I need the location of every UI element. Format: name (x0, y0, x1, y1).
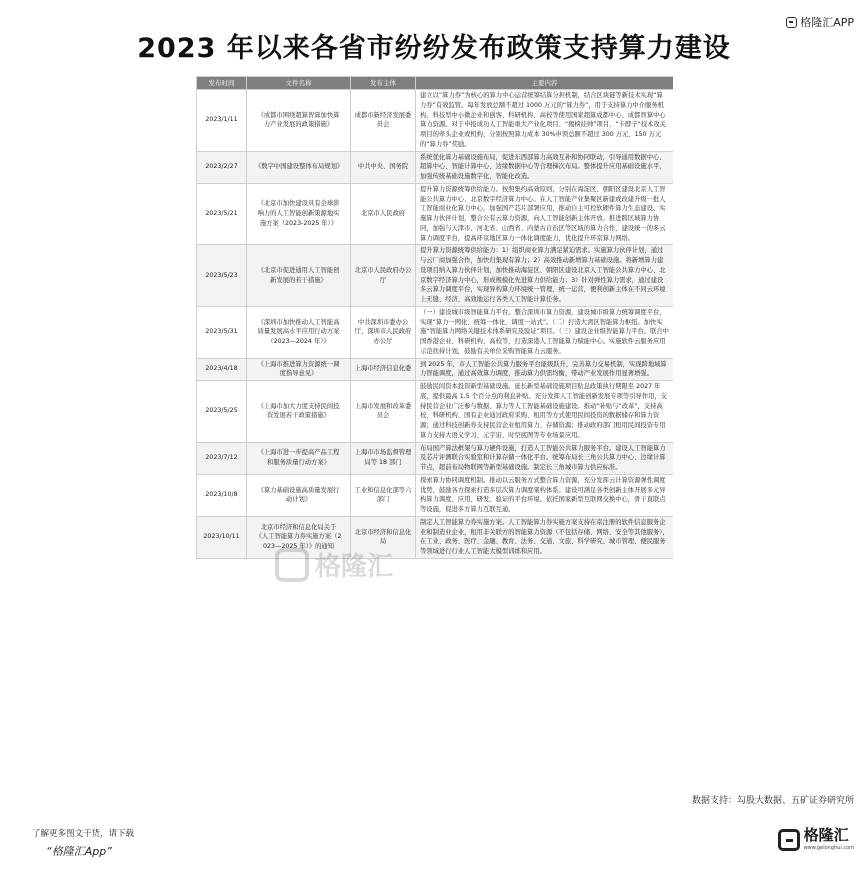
cell-date: 2023/5/25 (197, 381, 247, 443)
cell-doc: 《成都市围绕超算智算加快算力产业发展的政策措施》 (247, 90, 351, 152)
table-row (197, 90, 674, 152)
cell-issuer: 北京市人民政府 (351, 183, 416, 245)
cell-doc: 北京市经济和信息化局关于《人工智能算力券实施方案（2023—2025 年）》的通知 (247, 516, 351, 558)
table-row (197, 442, 674, 474)
footer-logo-text (804, 828, 854, 851)
source-note: 数据支持：勾股大数据、五矿证券研究所 (691, 796, 854, 806)
table-row (197, 381, 674, 443)
cell-date: 2023/2/27 (197, 151, 247, 183)
footer-logo-name: 格隆汇 (803, 826, 849, 844)
cell-content: 探索算力协同调度机制。推动以云服务方式整合算力资源，充分发挥云计算资源弹性调度优势，鼓励各方探索打造多层次算力调度架构体系。建设可满足各类创新主体开展多元异构算力调度、应用、研发、验证的平台环境。依托国家新型互联网交换中心，骨干直联点等设施，促进多方算力互联互通。 (416, 474, 674, 516)
cell-issuer: 成都市新经济发展委员会 (351, 90, 416, 152)
table-header-row (197, 77, 674, 90)
cell-issuer: 上海市发展和改革委员会 (351, 381, 416, 443)
cell-doc: 《上海市加大力度支持民间投资发展若干政策措施》 (247, 381, 351, 443)
cell-content: 系统优化算力基础设施布局，促进东西部算力高效互补和协同联动，引导通用数据中心、超算中心、智能计算中心、边缘数据中心等合理梯次布局。整体提升应用基础设施水平，加强传统基础设施数字化、智能化改造。 (416, 151, 674, 183)
cell-date: 2023/7/12 (197, 442, 247, 474)
cell-issuer: 上海市市场监督管理局等 18 部门 (351, 442, 416, 474)
column-header-content: 主要内容 (416, 77, 674, 90)
cell-date: 2023/1/11 (197, 90, 247, 152)
cell-doc: 《深圳市加快推动人工智能高质量发展高水平应用行动方案（2023—2024 年）》 (247, 306, 351, 358)
page-title: 2023 年以来各省市纷纷发布政策支持算力建设 (137, 33, 731, 64)
column-header-doc: 文件名称 (247, 77, 351, 90)
policy-table-container (196, 76, 673, 780)
table-row (197, 245, 674, 307)
cell-date: 2023/5/31 (197, 306, 247, 358)
top-brand-label: 格隆汇APP (800, 16, 854, 29)
table-row (197, 183, 674, 245)
cell-date: 2023/5/21 (197, 183, 247, 245)
cell-issuer: 工业和信息化部等六部门 (351, 474, 416, 516)
table-row (197, 358, 674, 381)
cell-issuer: 上海市经济信息化委 (351, 358, 416, 381)
cell-doc: 《算力基础设施高质量发展行动计划》 (247, 474, 351, 516)
footer-logo (778, 828, 854, 851)
cell-date: 2023/10/8 (197, 474, 247, 516)
cell-date: 2023/4/18 (197, 358, 247, 381)
cell-content: 建立以“算力券”为核心的算力中心运营统筹结算分担机制，结合区块链等新技术实现“算力券”有效监管。每年发放总额不超过 1000 万元的“算力券”，用于支持算力中介服务机构、科技型中小微企业和创客、科研机构、高校等使用国家超算成都中心、成都智算中心算力资源。对于申报成功人工智能重大产业化项目、“揭榜挂帅”项目、“卡脖子”技术攻关项目的牵头企业或机构，分别按照算力成本 30%申领总额不超过 300 万元、150 万元的“算力券”奖励。 (416, 90, 674, 152)
cell-issuer: 北京市经济和信息化局 (351, 516, 416, 558)
cell-issuer: 中共中央、国务院 (351, 151, 416, 183)
cell-issuer: 中共深圳市委办公厅、深圳市人民政府办公厅 (351, 306, 416, 358)
table-row (197, 306, 674, 358)
cell-content: 制定人工智能算力券实施方案。人工智能算力券实施方案支持在京注册的软件信息服务企业和制造业企业，租用非关联方的智能算力资源（不包括存储、网络、安全等其他服务），在工业、政务、医疗、金融、教育、法务、交通、文旅、科学研究、城市管理、便民服务等领域进行行业人工智能大模型训练和应用。 (416, 516, 674, 558)
gelonghui-logo-icon (778, 829, 800, 851)
cell-doc: 《上海市推进算力资源统一调度指导意见》 (247, 358, 351, 381)
cell-content: （一）建设城市级智能算力平台。整合深圳市算力资源，建设城市级算力统筹调度平台，实现“算力一网化、统筹一体化、调度一站式”。（二）打造大湾区智能算力枢纽。加快实施“智能算力网络关键技术体系研究及验证”项目。（三）建设企业级智能算力平台。联合中国香港企业、科研机构、高校等，打造深港人工智能算力赋能中心。实施软件云服务应用示范扶持计划，鼓励有关单位采购智能算力云服务。 (416, 306, 674, 358)
cell-content: 提升算力资源统筹供给能力。按照集约高效原则，分别在海淀区、朝阳区建设北京人工智能公共算力中心、北京数字经济算力中心。在人工智能产业集聚区新建或改建升级一批人工智能商业化算力中心，加强国产芯片部署应用，推动自主可控软硬件算力生态建设。实施算力伙伴计划，整合公有云算力资源，向人工智能创新主体开放。推进跨区域算力协同，加强与天津市、河北省、山西省、内蒙古自治区等区域的算力合作，建设统一的多云算力调度平台，提高环京地区算力一体化调度能力，优化提升环京算力网络。 (416, 183, 674, 245)
cell-doc: 《数字中国建设整体布局规划》 (247, 151, 351, 183)
table-row (197, 516, 674, 558)
table-row (197, 474, 674, 516)
cell-content: 提升算力资源统筹供给能力：1）组织商业算力满足紧迫需求。实施算力伙伴计划，通过与云厂商加强合作，加快归集现有算力；2）高效推动新增算力基础设施。将新增算力建设项目纳入算力伙伴计划，加快推动海淀区、朝阳区建设北京人工智能公共算力中心、北京数字经济算力中心，形成规模化先进算力供给能力；3）针对弹性算力需求，通过建设多云算力调度平台，实现异构算力环境统一管理、统一运营，便利创新主体在不同云环境上无缝、经济、高效地运行各类人工智能计算任务。 (416, 245, 674, 307)
table-row (197, 151, 674, 183)
policy-table (196, 76, 673, 559)
footer-logo-url: www.gelonghui.com (803, 845, 854, 851)
watermark-label: 格隆汇 (315, 552, 394, 582)
cell-doc: 《上海市进一步提高产品工程和服务质量行动方案》 (247, 442, 351, 474)
column-header-date: 发布时间 (197, 77, 247, 90)
column-header-issuer: 发布主体 (351, 77, 416, 90)
cell-date: 2023/5/23 (197, 245, 247, 307)
cell-date: 2023/10/11 (197, 516, 247, 558)
cell-doc: 《北京市加快建设具有全球影响力的人工智能创新策源地实施方案（2023-2025 年）》 (247, 183, 351, 245)
cell-content: 到 2025 年，市人工智能公共算力服务平台能级跃升，完善算力交易机制，实现跨地域算力智能调度，通过高效算力调度，推动算力供需均衡，带动产业发展作用显著增强。 (416, 358, 674, 381)
footer-app-name: “格隆汇App” (46, 845, 112, 858)
cell-doc: 《北京市促进通用人工智能创新发展的若干措施》 (247, 245, 351, 307)
cell-issuer: 北京市人民政府办公厅 (351, 245, 416, 307)
cell-content: 布局国产算法框架与算力硬件设施，打造人工智能公共算力服务平台。建设人工智能算力及芯片评测联合实验室和计算存储一体化平台。统筹布局长三角公共算力中心、边缘计算节点，超前布局物联网等新型基础设施。制定长三角城市算力供应标准。 (416, 442, 674, 474)
cell-content: 鼓励民间资本投资新型基础设施。延长新型基础设施项目贴息政策执行期限至 2027 年底，提供最高 1.5 个百分点的利息补贴。充分发挥人工智能创新发展专项等引导作用，支持民营企业广泛参与数据、算力等人工智能基础设施建设。推动“补贴与“改革”，支持高校、科研机构、国有企业通过政府采购、租用等方式使用民间投资的数据储存和算力资源；通过科技创新券支持民营企业租用算力、存储资源；推动政府部门租用民间投资专用算力支持大语义学习、元宇宙、时空底图等专业场景应用。 (416, 381, 674, 443)
footer-download-hint: 了解更多图文干货，请下载 (32, 829, 135, 839)
